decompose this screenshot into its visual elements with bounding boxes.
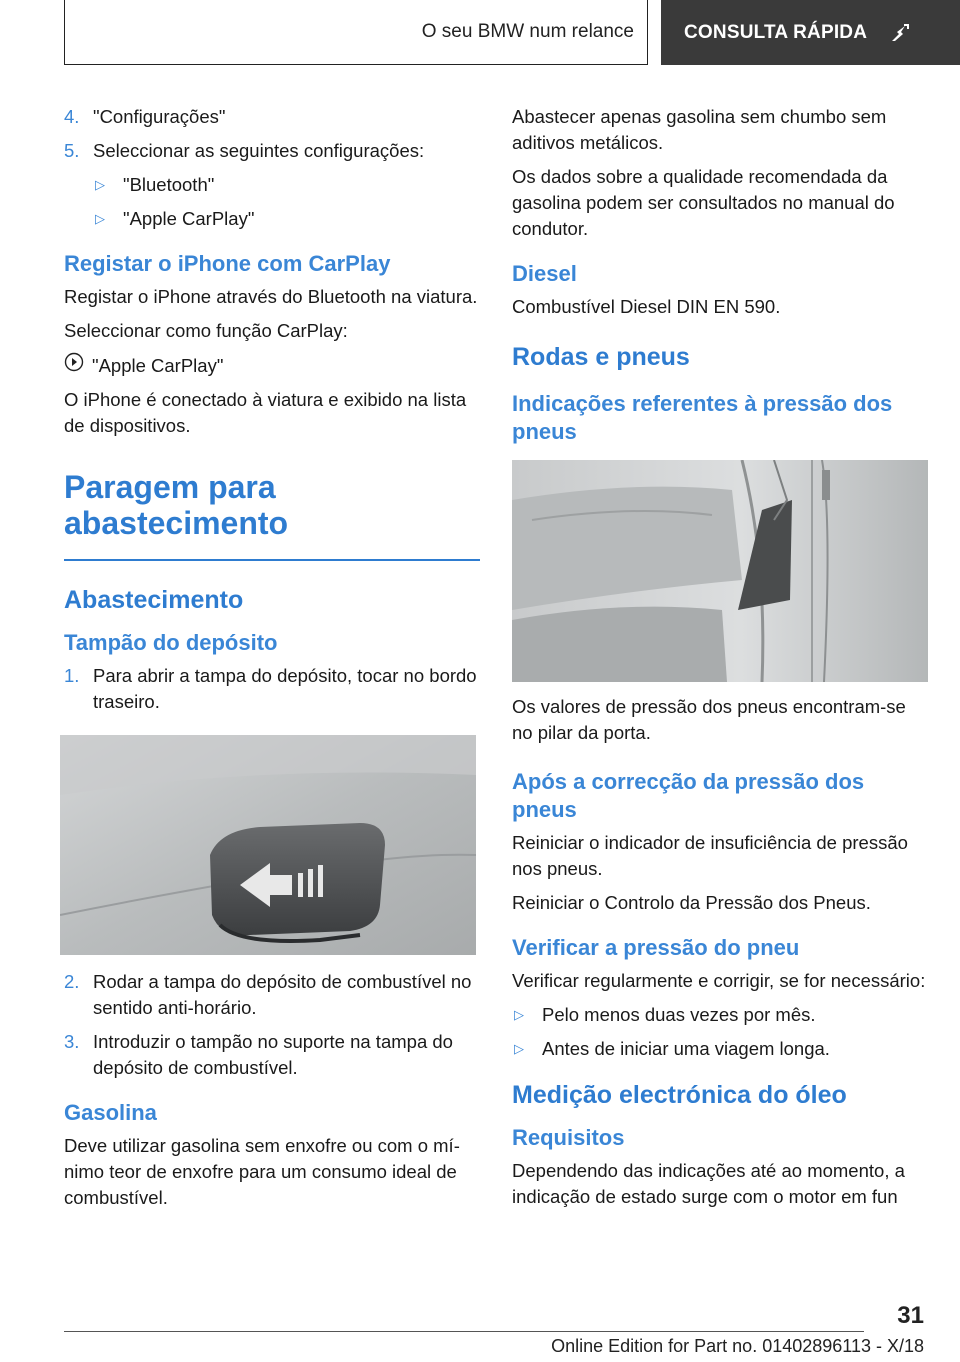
item-number: 5. bbox=[64, 140, 80, 161]
item-text: Introduzir o tampão no suporte na tampa do depósito de combustível. bbox=[93, 1031, 453, 1078]
heading-diesel: Diesel bbox=[512, 261, 577, 286]
chapter-title: CONSULTA RÁPIDA bbox=[684, 21, 868, 43]
controller-label: "Apple CarPlay" bbox=[92, 354, 224, 376]
heading-gasoline: Gasolina bbox=[64, 1100, 157, 1125]
heading-requirements: Requisitos bbox=[512, 1125, 625, 1150]
right-column bbox=[512, 104, 928, 1218]
sub-bullet bbox=[64, 206, 480, 232]
paragraph: Seleccionar como função CarPlay: bbox=[64, 320, 348, 341]
triangle-bullet-icon: ▷ bbox=[514, 1007, 524, 1022]
heading-register-iphone: Registar o iPhone com CarPlay bbox=[64, 251, 391, 276]
footer-divider bbox=[64, 1331, 864, 1332]
triangle-bullet-icon: ▷ bbox=[95, 211, 105, 226]
item-text: Rodar a tampa do depósito de combustível no sentido anti-horário. bbox=[93, 971, 472, 1018]
bullet-text: "Bluetooth" bbox=[123, 174, 215, 195]
chapter-tab bbox=[661, 0, 960, 65]
paragraph: Reiniciar o indicador de insuficiência de pressão nos pneus. bbox=[512, 832, 908, 879]
left-column bbox=[64, 104, 480, 1219]
sub-bullet bbox=[64, 172, 480, 198]
controller-step bbox=[64, 352, 480, 379]
heading-after-correction: Após a correcção da pressão dos pneus bbox=[512, 769, 865, 822]
paragraph: Abastecer apenas gasolina sem chumbo sem aditivos metálicos. bbox=[512, 106, 887, 153]
controller-icon bbox=[64, 352, 92, 379]
section-title: O seu BMW num relance bbox=[421, 21, 634, 42]
bullet-text: Pelo menos duas vezes por mês. bbox=[542, 1004, 816, 1025]
list-item bbox=[64, 663, 480, 715]
door-pillar-photo bbox=[512, 460, 928, 682]
heading-divider bbox=[64, 559, 480, 561]
list-item bbox=[64, 1029, 480, 1081]
paragraph: Registar o iPhone através do Bluetooth na viatura. bbox=[64, 286, 478, 307]
bullet-text: Antes de iniciar uma viagem longa. bbox=[542, 1038, 830, 1059]
item-number: 1. bbox=[64, 665, 80, 686]
edition-note: Online Edition for Part no. 01402896113 - X/18 bbox=[551, 1336, 924, 1356]
chapter-heading: Paragem para abastecimento bbox=[64, 469, 289, 541]
page-number: 31 bbox=[897, 1302, 924, 1329]
paragraph: Dependendo das indicações até ao momento, a indicação de estado surge com o motor em fun bbox=[512, 1160, 905, 1207]
lightning-bolt-icon bbox=[889, 22, 911, 44]
item-number: 4. bbox=[64, 106, 80, 127]
heading-tyre-pressure-info: Indicações referentes à pressão dos pneus bbox=[512, 391, 893, 444]
heading-check-pressure: Verificar a pressão do pneu bbox=[512, 935, 800, 960]
list-item bbox=[64, 138, 480, 164]
list-item bbox=[64, 969, 480, 1021]
bullet-item bbox=[512, 1002, 928, 1028]
bullet-item bbox=[512, 1036, 928, 1062]
paragraph: Combustível Diesel DIN EN 590. bbox=[512, 296, 781, 317]
paragraph: O iPhone é conectado à viatura e exibido na lista de dispositivos. bbox=[64, 389, 467, 436]
item-text: "Configurações" bbox=[93, 106, 226, 127]
heading-wheels-tyres: Rodas e pneus bbox=[512, 343, 690, 371]
triangle-bullet-icon: ▷ bbox=[514, 1041, 524, 1056]
paragraph: Reiniciar o Controlo da Pressão dos Pneus. bbox=[512, 892, 871, 913]
item-number: 3. bbox=[64, 1031, 80, 1052]
item-text: Para abrir a tampa do depósito, tocar no bordo traseiro. bbox=[93, 665, 477, 712]
bullet-text: "Apple CarPlay" bbox=[123, 208, 255, 229]
item-number: 2. bbox=[64, 971, 80, 992]
heading-refuel: Abastecimento bbox=[64, 586, 244, 614]
triangle-bullet-icon: ▷ bbox=[95, 177, 105, 192]
heading-electronic-oil: Medição electrónica do óleo bbox=[512, 1081, 847, 1109]
item-text: Seleccionar as seguintes configurações: bbox=[93, 140, 425, 161]
paragraph: Verificar regularmente e corrigir, se for necessário: bbox=[512, 970, 926, 991]
paragraph: Deve utilizar gasolina sem enxofre ou com o mínimo teor de enxofre para um consumo ideal de combustível. bbox=[64, 1135, 460, 1208]
paragraph: Os dados sobre a qualidade recomendada da gasolina podem ser consultados no manual do condutor. bbox=[512, 166, 895, 239]
paragraph: Os valores de pressão dos pneus encontram-se no pilar da porta. bbox=[512, 696, 906, 743]
heading-fuel-cap: Tampão do depósito bbox=[64, 630, 278, 655]
section-tab bbox=[64, 0, 648, 65]
list-item bbox=[64, 104, 480, 130]
fuel-flap-photo bbox=[60, 735, 476, 955]
